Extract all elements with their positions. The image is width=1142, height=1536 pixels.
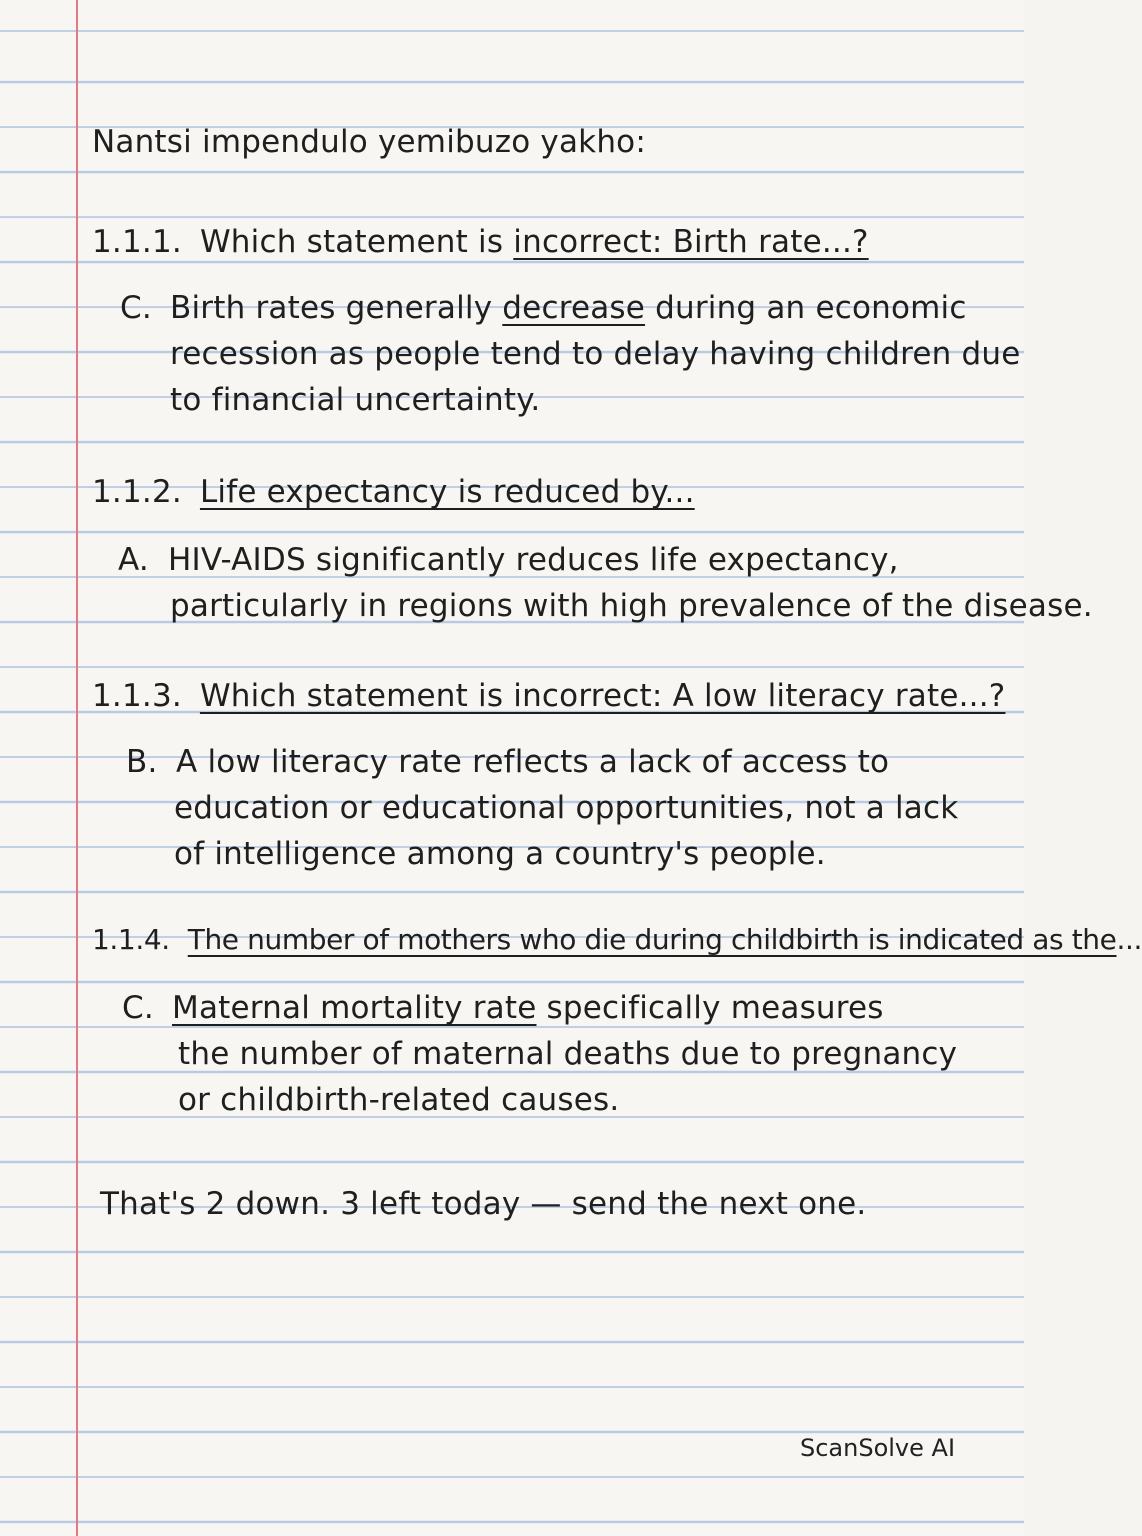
answer-2-line-1: [118, 540, 899, 580]
answer-4-line-1: [122, 988, 884, 1028]
answer-text: HIV-AIDS significantly reduces life expectancy,: [168, 542, 899, 578]
question-text: Which statement is: [199, 224, 514, 260]
margin-line: [76, 0, 78, 1536]
answer-4-line-3: or childbirth-related causes.: [178, 1082, 620, 1118]
answer-3-line-1: [126, 742, 889, 782]
question-underlined-text: Which statement is incorrect: A low literacy rate...?: [199, 678, 1006, 714]
answer-letter: B.: [126, 744, 158, 780]
question-1: [92, 222, 869, 262]
progress-message: That's 2 down. 3 left today — send the next one.: [100, 1186, 867, 1222]
answer-letter: C.: [120, 290, 152, 326]
question-underlined-text: incorrect: Birth rate...?: [513, 224, 869, 260]
question-number: 1.1.1.: [92, 224, 182, 260]
answer-text: specifically measures: [536, 990, 884, 1026]
answer-4-line-2: the number of maternal deaths due to pregnancy: [178, 1036, 958, 1072]
page-title: Nantsi impendulo yemibuzo yakho:: [92, 124, 646, 160]
brand-signature: ScanSolve AI: [800, 1434, 956, 1462]
answer-text: Birth rates generally: [170, 290, 503, 326]
answer-1-line-3: to financial uncertainty.: [170, 382, 541, 418]
question-3: [92, 676, 1005, 716]
question-underlined-text: The number of mothers who die during childbirth is indicated as the: [187, 923, 1117, 956]
question-underlined-text: Life expectancy is reduced by...: [199, 474, 695, 510]
answer-3-line-3: of intelligence among a country's people.: [174, 836, 826, 872]
answer-3-line-2: education or educational opportunities, not a lack: [174, 790, 959, 826]
answer-text: during an economic: [645, 290, 967, 326]
question-suffix: ...: [1116, 923, 1142, 956]
answer-2-line-2: particularly in regions with high prevalence of the disease.: [170, 588, 1093, 624]
answer-1-line-1: [120, 288, 967, 328]
question-2: [92, 472, 695, 512]
answer-underlined-text: Maternal mortality rate: [172, 990, 537, 1026]
answer-1-line-2: recession as people tend to delay having children due: [170, 336, 1021, 372]
answer-letter: C.: [122, 990, 154, 1026]
answer-underlined-text: decrease: [502, 290, 646, 326]
answer-text: A low literacy rate reflects a lack of access to: [176, 744, 890, 780]
answer-letter: A.: [118, 542, 149, 578]
question-number: 1.1.3.: [92, 678, 182, 714]
question-number: 1.1.2.: [92, 474, 182, 510]
question-number: 1.1.4.: [92, 923, 170, 956]
question-4: [92, 920, 1142, 960]
